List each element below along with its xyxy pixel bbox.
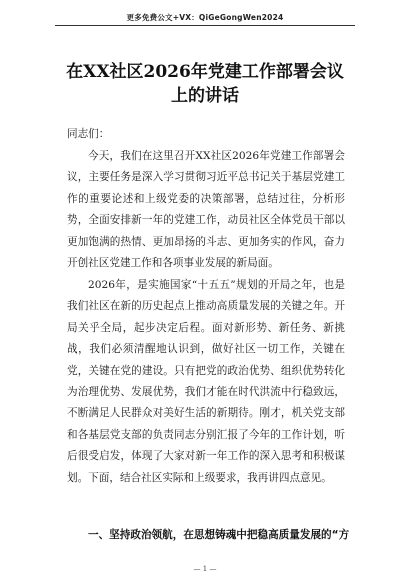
- page-number: — 1 —: [193, 565, 217, 573]
- page-title: 在XX社区2026年党建工作部署会议上的讲话: [66, 62, 344, 106]
- salutation: 同志们：: [67, 128, 110, 140]
- body-paragraph-2: 2026年，是实施国家“十五五”规划的开局之年，也是我们社区在新的历史起点上推动高质量发展的关键之年。开局关乎全局，起步决定后程。面对新形势、新任务、新挑战，我们必须清醒地认识到，做好社区一切工作，关键在党，关键在党的建设。只有把党的政治优势、组织优势转化为治理优势、发展优势，我们才能在时代洪流中行稳致远，不断满足人民群众对美好生活的新期待。刚才，机关党支部和各基层党支部的负责同志分别汇报了今年的工作计划，听后很受启发，体现了大家对新一年工作的深入思考和积极谋划。下面，结合社区实际和上级要求，我再讲四点意见。: [67, 279, 345, 484]
- body-paragraph-1: 今天，我们在这里召开XX社区2026年党建工作部署会议，主要任务是深入学习贯彻习近平总书记关于基层党建工作的重要论述和上级党委的决策部署，总结过往，分析形势，全面安排新一年的党建工作，动员社区全体党员干部以更加饱满的热情、更加昂扬的斗志、更加务实的作风，奋力开创社区党建工作和各项事业发展的新局面。: [67, 150, 345, 270]
- section-heading-1: 一、坚持政治领航，在思想铸魂中把稳高质量发展的“方: [88, 529, 350, 541]
- header-note: 更多免费公文+VX：QiGeGongWen2024: [126, 13, 284, 22]
- header-divider: [55, 25, 355, 26]
